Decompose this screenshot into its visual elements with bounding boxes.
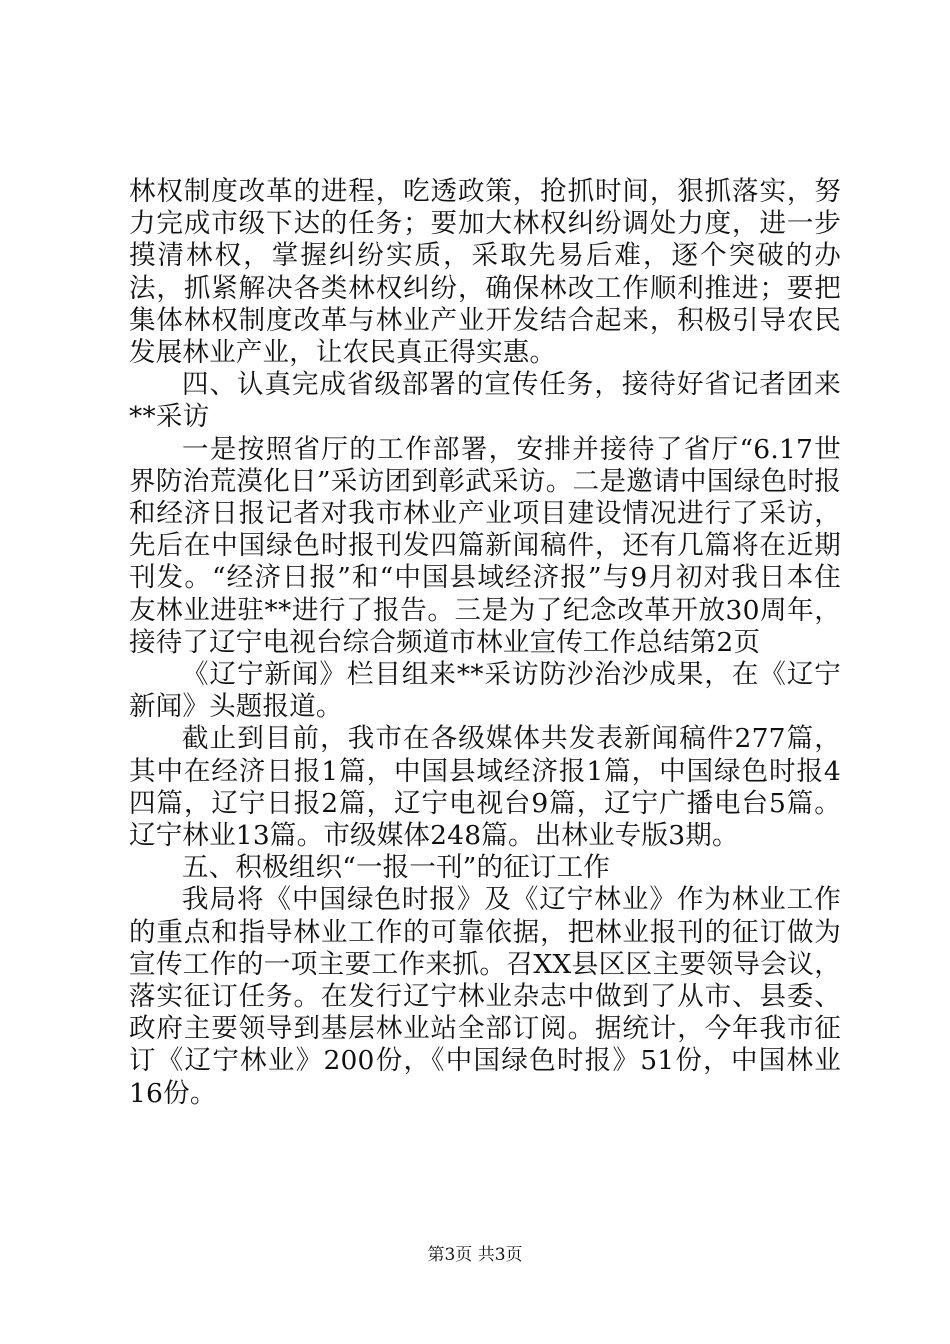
- section-heading-five: 五、积极组织“一报一刊”的征订工作: [182, 852, 610, 884]
- paragraph-media-reception: 一是按照省厅的工作部署，安排并接待了省厅“6.17世界防治荒漠化日”采访团到彰武采访。二是邀请中国绿色时报和经济日报记者对我市林业产业项目建设情况进行了采访，先后在中国绿色时报刊发四篇新闻稿件，还有几篇将在近期刊发。“经济日报”和“中国县域经济报”与9月初对我日本住友林业进驻**进行了报告。三是为了纪念改革开放30周年，接待了辽宁电视台综合频道市林业宣传工作总结第2页: [129, 433, 841, 658]
- paragraph-continuation: 林权制度改革的进程，吃透政策，抢抓时间，狠抓落实，努力完成市级下达的任务；要加大林权纠纷调处力度，进一步摸清林权，掌握纠纷实质，采取先易后难，逐个突破的办法，抓紧解决各类林权纠纷，确保林改工作顺利推进；要把集体林权制度改革与林业产业开发结合起来，积极引导农民发展林业产业，让农民真正得实惠。: [129, 176, 841, 369]
- page-footer: [0, 1244, 950, 1266]
- paragraph-subscription-work: 我局将《中国绿色时报》及《辽宁林业》作为林业工作的重点和指导林业工作的可靠依据，把林业报刊的征订做为宣传工作的一项主要工作来抓。召XX县区区主要领导会议，落实征订任务。在发行辽宁林业杂志中做到了从市、县委、政府主要领导到基层林业站全部订阅。据统计，今年我市征订《辽宁林业》200份，《中国绿色时报》51份，中国林业16份。: [129, 884, 841, 1109]
- paragraph-liaoning-news: 《辽宁新闻》栏目组来**采访防沙治沙成果，在《辽宁新闻》头题报道。: [129, 659, 841, 723]
- document-body: [129, 176, 841, 1110]
- paragraph-article-statistics: 截止到目前，我市在各级媒体共发表新闻稿件277篇，其中在经济日报1篇，中国县域经济报1篇，中国绿色时报4四篇，辽宁日报2篇，辽宁电视台9篇，辽宁广播电台5篇。辽宁林业13篇。市级媒体248篇。出林业专版3期。: [129, 723, 841, 852]
- section-heading-four: 四、认真完成省级部署的宣传任务，接待好省记者团来**采访: [129, 369, 841, 433]
- page-number-label: 第3页 共3页: [427, 1245, 523, 1265]
